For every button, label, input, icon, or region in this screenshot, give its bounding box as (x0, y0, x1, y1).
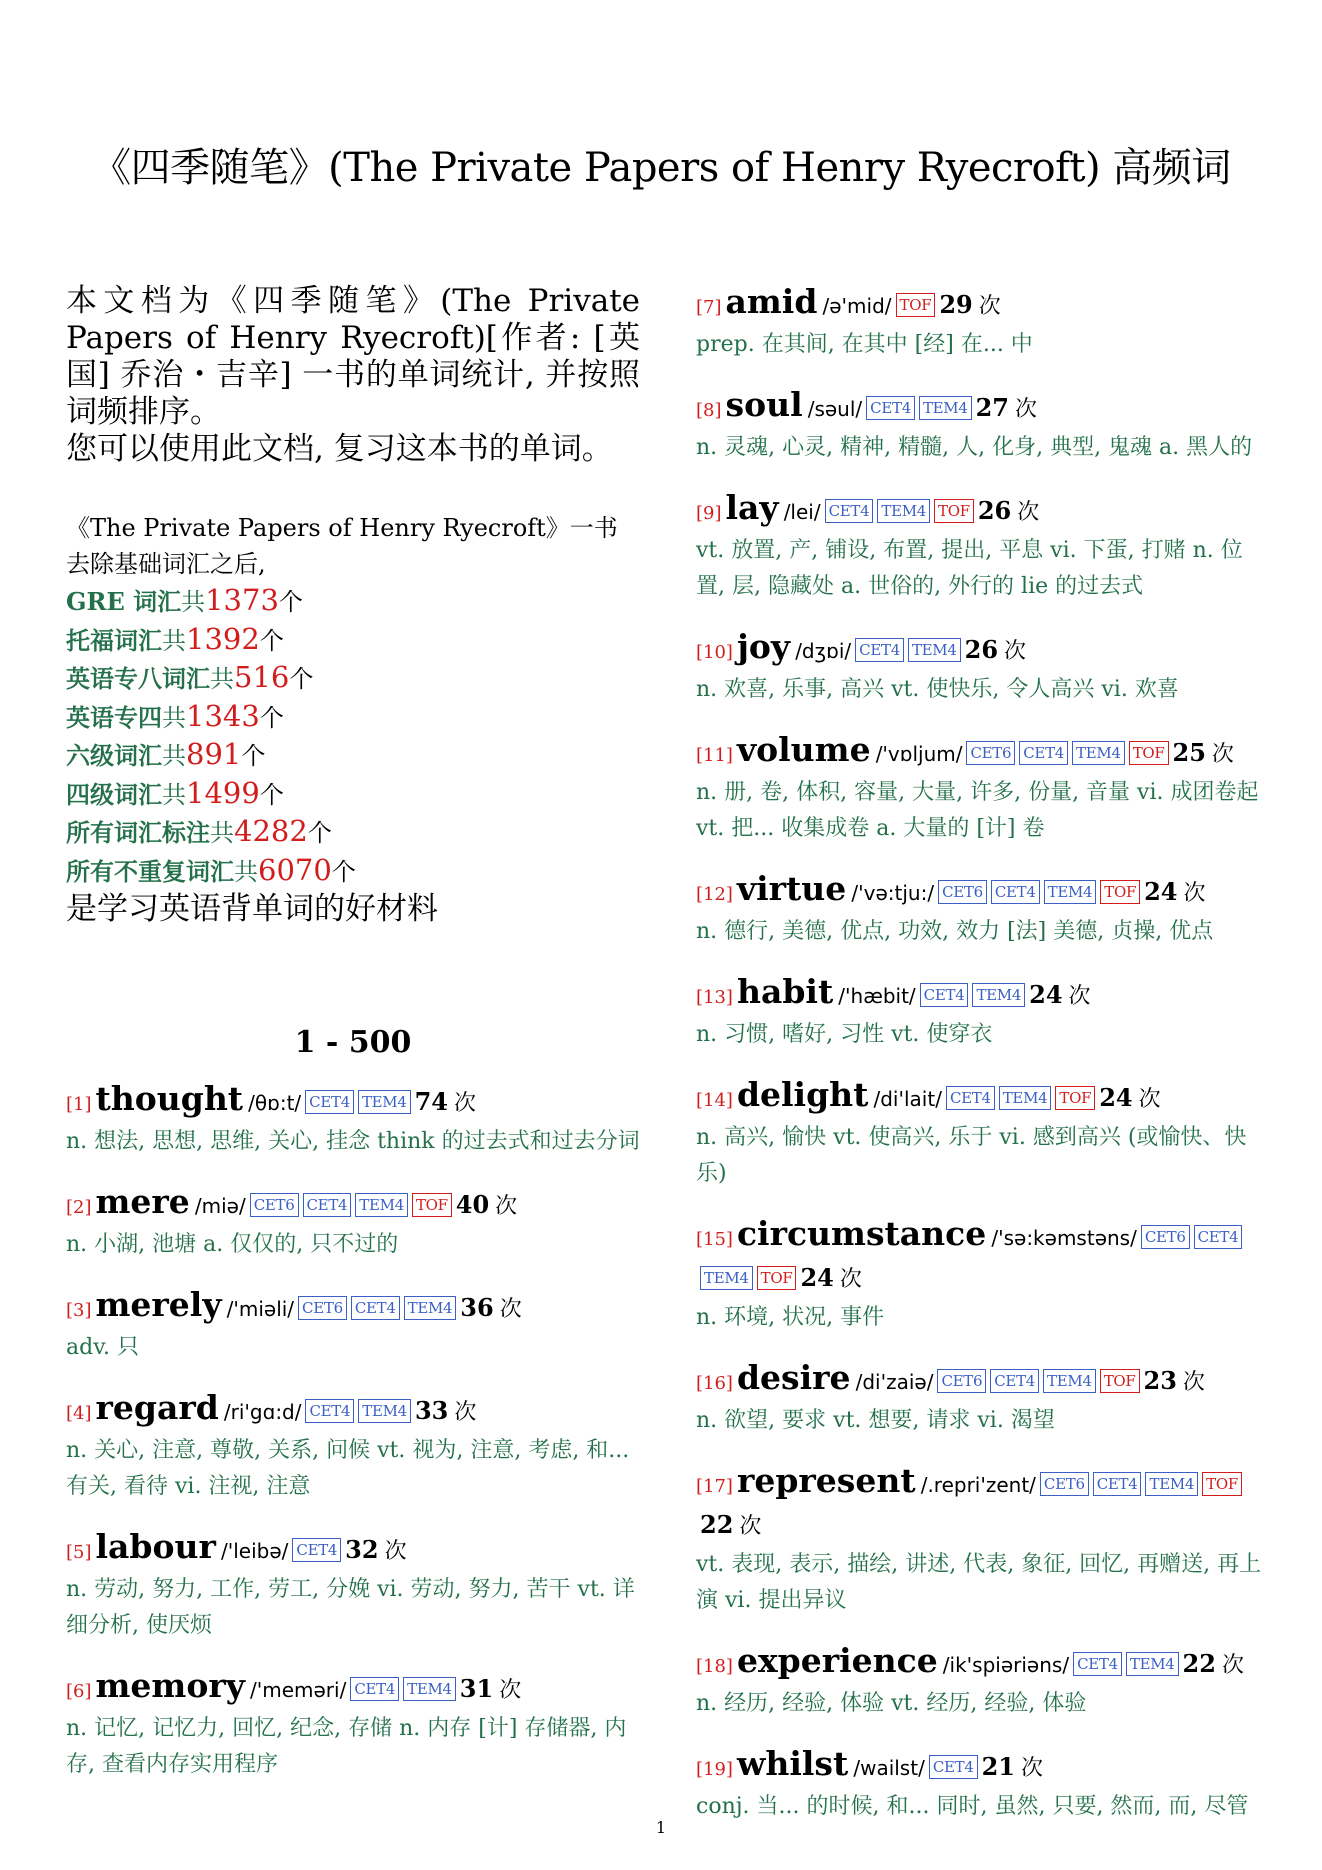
word-entry (66, 1667, 640, 1783)
entry-word: amid (725, 282, 818, 321)
word-entry (696, 628, 1270, 708)
range-title: 1 - 500 (294, 1025, 412, 1060)
exam-tag-badge: TEM4 (403, 1677, 456, 1701)
entry-frequency: 25 (1172, 738, 1206, 767)
entry-word: habit (736, 972, 834, 1011)
stat-count: 516 (234, 660, 290, 694)
exam-tag-badge: CET4 (855, 638, 904, 662)
entry-frequency: 22 (700, 1510, 734, 1539)
exam-tag-badge: CET6 (298, 1296, 347, 1320)
stat-count: 1373 (205, 583, 279, 617)
exam-tag-badge: TOF (934, 499, 974, 523)
entry-word: labour (95, 1527, 216, 1566)
entry-definition: vt. 放置, 产, 铺设, 布置, 提出, 平息 vi. 下蛋, 打赌 n. 位置, 层, 隐藏处 a. 世俗的, 外行的 lie 的过去式 (696, 538, 1243, 599)
stat-row (66, 621, 640, 660)
entry-word: joy (736, 627, 791, 666)
stat-label: GRE 词汇 (66, 587, 182, 616)
exam-tag-badge: TEM4 (1043, 1369, 1096, 1393)
frequency-unit: 次 (1138, 1087, 1161, 1112)
frequency-unit: 次 (384, 1539, 407, 1564)
exam-tag-badge: CET4 (1194, 1225, 1243, 1249)
exam-tag-badge: TEM4 (1145, 1472, 1198, 1496)
frequency-unit: 次 (1221, 1653, 1244, 1678)
entry-word: soul (725, 385, 803, 424)
word-entry (696, 1076, 1270, 1192)
frequency-unit: 次 (739, 1514, 762, 1539)
entry-phonetic: /θɒ:t/ (248, 1091, 302, 1115)
exam-tag-badge: CET4 (305, 1090, 354, 1114)
exam-tag-badge: CET6 (966, 741, 1015, 765)
entry-index: [16] (696, 1373, 733, 1394)
entry-head (696, 1076, 1270, 1120)
stat-connector: 共 (162, 780, 186, 809)
entry-phonetic: /'və:tju:/ (851, 881, 935, 905)
exam-tag-badge: TEM4 (1072, 741, 1125, 765)
exam-tag-badge: CET6 (1040, 1472, 1089, 1496)
entry-index: [7] (696, 297, 722, 318)
entry-frequency: 36 (460, 1293, 494, 1322)
entry-frequency: 23 (1143, 1366, 1177, 1395)
stat-row (66, 852, 640, 891)
entry-definition: n. 环境, 状况, 事件 (696, 1305, 885, 1330)
intro-usage-note: 您可以使用此文档, 复习这本书的单词。 (66, 431, 613, 467)
entry-index: [15] (696, 1229, 733, 1250)
entry-list-left (66, 1080, 640, 1783)
exam-tag-badge: TOF (757, 1266, 797, 1290)
entry-word: mere (95, 1182, 190, 1221)
entry-definition: n. 欢喜, 乐事, 高兴 vt. 使快乐, 令人高兴 vi. 欢喜 (696, 677, 1179, 702)
entry-head (66, 1183, 640, 1227)
exam-tag-badge: TEM4 (972, 983, 1025, 1007)
frequency-unit: 次 (839, 1267, 862, 1292)
word-entry (66, 1389, 640, 1505)
entry-index: [17] (696, 1476, 733, 1497)
exam-tag-badge: CET4 (1019, 741, 1068, 765)
word-entry (696, 386, 1270, 466)
entry-word: memory (95, 1666, 245, 1705)
entry-head (66, 1286, 640, 1330)
entry-head (696, 1462, 1270, 1547)
entry-frequency: 74 (414, 1087, 449, 1116)
entry-definition: adv. 只 (66, 1335, 140, 1360)
stat-row (66, 775, 640, 814)
stat-row (66, 698, 640, 737)
entry-definition: conj. 当... 的时候, 和... 同时, 虽然, 只要, 然而, 而, 尽管 (696, 1794, 1249, 1819)
frequency-unit: 次 (454, 1091, 477, 1116)
entry-head (696, 1745, 1270, 1789)
frequency-unit: 次 (499, 1297, 522, 1322)
entry-phonetic: /'hæbit/ (838, 984, 916, 1008)
entry-head (696, 283, 1270, 327)
entry-frequency: 24 (800, 1263, 834, 1292)
exam-tag-badge: TEM4 (404, 1296, 457, 1320)
exam-tag-badge: CET4 (305, 1399, 354, 1423)
entry-definition: n. 德行, 美德, 优点, 功效, 效力 [法] 美德, 贞操, 优点 (696, 919, 1214, 944)
exam-tag-badge: TOF (1129, 741, 1169, 765)
exam-tag-badge: TEM4 (877, 499, 930, 523)
stats-closing: 是学习英语背单词的好材料 (66, 891, 438, 927)
entry-word: lay (725, 488, 779, 527)
entry-word: desire (736, 1358, 851, 1397)
entry-index: [4] (66, 1403, 92, 1424)
entry-phonetic: /lei/ (783, 500, 821, 524)
entry-word: circumstance (736, 1214, 987, 1253)
exam-tag-badge: CET4 (920, 983, 969, 1007)
entry-list-right (696, 283, 1270, 1825)
entry-frequency: 27 (975, 393, 1010, 422)
entry-head (696, 731, 1270, 775)
exam-tag-badge: TOF (896, 293, 936, 317)
entry-index: [2] (66, 1197, 92, 1218)
entry-head (66, 1528, 640, 1572)
stat-row (66, 813, 640, 852)
stat-label: 所有不重复词汇 (66, 856, 234, 886)
entry-phonetic: /ik'spiəriəns/ (942, 1653, 1070, 1677)
entry-word: thought (95, 1079, 244, 1118)
entry-word: represent (736, 1461, 916, 1500)
exam-tag-badge: CET6 (1141, 1225, 1190, 1249)
entry-phonetic: /'leibə/ (220, 1539, 289, 1563)
stat-connector: 共 (162, 703, 186, 732)
exam-tag-badge: CET4 (929, 1755, 978, 1779)
word-entry (696, 731, 1270, 847)
exam-tag-badge: CET4 (991, 880, 1040, 904)
stat-label: 六级词汇 (66, 741, 162, 770)
word-entry (696, 283, 1270, 363)
entry-head (696, 489, 1270, 533)
entry-definition: n. 欲望, 要求 vt. 想要, 请求 vi. 渴望 (696, 1408, 1055, 1433)
stat-unit: 个 (259, 780, 284, 809)
entry-phonetic: /ri'gɑ:d/ (223, 1400, 302, 1424)
entry-index: [18] (696, 1656, 733, 1677)
word-entry (66, 1528, 640, 1644)
frequency-unit: 次 (495, 1194, 518, 1219)
exam-tag-badge: TEM4 (999, 1086, 1052, 1110)
entry-frequency: 24 (1144, 877, 1178, 906)
entry-word: experience (736, 1641, 938, 1680)
stat-unit: 个 (307, 819, 332, 847)
entry-phonetic: /dʒɒi/ (795, 639, 852, 663)
entry-frequency: 40 (455, 1190, 490, 1219)
entry-index: [8] (696, 400, 722, 421)
entry-word: regard (95, 1388, 219, 1427)
stat-count: 1392 (186, 621, 260, 656)
exam-tag-badge: CET4 (350, 1677, 399, 1701)
stat-connector: 共 (162, 742, 186, 770)
exam-tag-badge: CET4 (825, 499, 874, 523)
exam-tag-badge: TOF (1100, 1369, 1140, 1393)
entry-phonetic: /'miəli/ (226, 1297, 295, 1321)
frequency-unit: 次 (499, 1678, 522, 1703)
frequency-unit: 次 (978, 294, 1001, 319)
entry-head (696, 1642, 1270, 1686)
word-entry (696, 1462, 1270, 1619)
stat-count: 4282 (234, 814, 308, 848)
entry-index: [5] (66, 1542, 92, 1563)
entry-frequency: 24 (1029, 980, 1063, 1009)
entry-index: [14] (696, 1090, 733, 1111)
stat-connector: 共 (162, 626, 186, 655)
frequency-unit: 次 (1183, 881, 1206, 906)
left-column (66, 283, 640, 1806)
exam-tag-badge: TEM4 (700, 1266, 753, 1290)
word-entry (66, 1183, 640, 1263)
exam-tag-badge: CET6 (937, 1369, 986, 1393)
entry-frequency: 31 (459, 1674, 494, 1703)
entry-phonetic: /miə/ (194, 1194, 246, 1218)
entry-word: virtue (736, 869, 847, 908)
exam-tag-badge: TEM4 (1126, 1652, 1179, 1676)
entry-phonetic: /ə'mid/ (822, 294, 892, 318)
entry-head (696, 973, 1270, 1017)
entry-word: volume (736, 730, 871, 769)
stat-row (66, 736, 640, 775)
entry-definition: n. 灵魂, 心灵, 精神, 精髓, 人, 化身, 典型, 鬼魂 a. 黑人的 (696, 435, 1253, 460)
entry-index: [9] (696, 503, 722, 524)
word-entry (696, 489, 1270, 605)
entry-index: [19] (696, 1759, 733, 1780)
entry-frequency: 22 (1182, 1649, 1216, 1678)
entry-definition: n. 高兴, 愉快 vt. 使高兴, 乐于 vi. 感到高兴 (或愉快、快乐) (696, 1125, 1247, 1186)
entry-definition: n. 劳动, 努力, 工作, 劳工, 分娩 vi. 劳动, 努力, 苦干 vt. 详细分析, 使厌烦 (66, 1577, 635, 1638)
exam-tag-badge: CET4 (351, 1296, 400, 1320)
entry-phonetic: /'sə:kəmstəns/ (991, 1226, 1137, 1250)
entry-frequency: 24 (1099, 1083, 1133, 1112)
frequency-unit: 次 (1004, 639, 1027, 664)
entry-frequency: 29 (939, 290, 973, 319)
exam-tag-badge: CET4 (1093, 1472, 1142, 1496)
word-entry (696, 1745, 1270, 1825)
exam-tag-badge: TOF (1202, 1472, 1242, 1496)
word-entry (696, 973, 1270, 1053)
entry-frequency: 21 (981, 1752, 1015, 1781)
entry-index: [3] (66, 1300, 92, 1321)
stat-unit: 个 (241, 742, 266, 770)
stats-lead: 《The Private Papers of Henry Ryecroft》一书去除基础词汇之后, (66, 514, 618, 578)
stat-unit: 个 (278, 588, 303, 616)
word-entry (696, 870, 1270, 950)
stat-label: 四级词汇 (66, 779, 162, 809)
exam-tag-badge: CET4 (292, 1538, 341, 1562)
page-number: 1 (655, 1818, 667, 1837)
right-column (696, 283, 1270, 1848)
entry-definition: vt. 表现, 表示, 描绘, 讲述, 代表, 象征, 回忆, 再赠送, 再上演 vi. 提出异议 (696, 1552, 1262, 1613)
exam-tag-badge: CET4 (946, 1086, 995, 1110)
stat-count: 1343 (186, 698, 260, 733)
entry-phonetic: /di'lait/ (873, 1087, 942, 1111)
entry-definition: n. 想法, 思想, 思维, 关心, 挂念 think 的过去式和过去分词 (66, 1129, 640, 1154)
stat-label: 英语专四 (66, 702, 162, 732)
stat-unit: 个 (331, 857, 356, 886)
entry-definition: n. 记忆, 记忆力, 回忆, 纪念, 存储 n. 内存 [计] 存储器, 内存, 查看内存实用程序 (66, 1716, 627, 1777)
entry-definition: n. 经历, 经验, 体验 vt. 经历, 经验, 体验 (696, 1691, 1087, 1716)
stat-connector: 共 (181, 588, 206, 616)
entry-word: delight (736, 1075, 869, 1114)
entry-index: [1] (66, 1094, 92, 1115)
entry-definition: n. 册, 卷, 体积, 容量, 大量, 许多, 份量, 音量 vi. 成团卷起 vt. 把... 收集成卷 a. 大量的 [计] 卷 (696, 780, 1259, 841)
exam-tag-badge: CET4 (1073, 1652, 1122, 1676)
entry-index: [10] (696, 642, 733, 663)
stat-row (66, 582, 640, 621)
entry-phonetic: /səul/ (807, 397, 863, 421)
stat-count: 891 (186, 737, 242, 771)
exam-tag-badge: TEM4 (355, 1193, 408, 1217)
stat-connector: 共 (210, 665, 234, 693)
stat-connector: 共 (210, 819, 234, 847)
entry-head (696, 1215, 1270, 1300)
entry-frequency: 26 (977, 496, 1012, 525)
entry-frequency: 32 (345, 1535, 379, 1564)
stat-unit: 个 (259, 626, 284, 655)
entry-head (66, 1667, 640, 1711)
frequency-unit: 次 (1021, 1756, 1044, 1781)
exam-tag-badge: TOF (1055, 1086, 1095, 1110)
frequency-unit: 次 (1211, 742, 1234, 767)
exam-tag-badge: CET6 (938, 880, 987, 904)
exam-tag-badge: TEM4 (919, 396, 972, 420)
stat-label: 托福词汇 (66, 625, 162, 655)
entry-phonetic: /.repri'zent/ (920, 1473, 1036, 1497)
frequency-unit: 次 (1182, 1370, 1205, 1395)
page-title: 《四季随笔》(The Private Papers of Henry Ryecroft) 高频词 (91, 145, 1231, 191)
entry-phonetic: /'vɒljum/ (875, 742, 963, 766)
stat-row (66, 659, 640, 698)
exam-tag-badge: TEM4 (358, 1399, 411, 1423)
intro-paragraph: 本文档为《四季随笔》(The Private Papers of Henry Ryecroft)[作者: [英国] 乔治・吉辛] 一书的单词统计, 并按照词频排序。 (66, 283, 640, 430)
entry-definition: n. 关心, 注意, 尊敬, 关系, 问候 vt. 视为, 注意, 考虑, 和...有关, 看待 vi. 注视, 注意 (66, 1438, 630, 1499)
exam-tag-badge: CET6 (250, 1193, 299, 1217)
entry-head (696, 1359, 1270, 1403)
stat-connector: 共 (234, 857, 258, 886)
entry-index: [12] (696, 884, 733, 905)
exam-tag-badge: TOF (1100, 880, 1140, 904)
entry-phonetic: /'meməri/ (250, 1678, 347, 1702)
vocabulary-stats (66, 510, 640, 928)
stat-label: 英语专八词汇 (66, 664, 210, 693)
entry-phonetic: /wailst/ (853, 1756, 925, 1780)
word-entry (696, 1215, 1270, 1336)
entry-frequency: 33 (414, 1396, 449, 1425)
word-entry (696, 1359, 1270, 1439)
frequency-unit: 次 (1068, 984, 1091, 1009)
stat-count: 1499 (186, 775, 260, 810)
entry-head (66, 1389, 640, 1433)
entry-definition: n. 习惯, 嗜好, 习性 vt. 使穿衣 (696, 1022, 993, 1047)
entry-head (696, 628, 1270, 672)
word-entry (696, 1642, 1270, 1722)
word-entry (66, 1080, 640, 1160)
stat-label: 所有词汇标注 (66, 818, 210, 847)
frequency-unit: 次 (1015, 397, 1038, 422)
entry-word: whilst (736, 1744, 849, 1783)
entry-index: [6] (66, 1681, 92, 1702)
entry-index: [13] (696, 987, 733, 1008)
exam-tag-badge: TEM4 (908, 638, 961, 662)
stat-unit: 个 (289, 665, 314, 693)
entry-word: merely (95, 1285, 222, 1324)
entry-definition: n. 小湖, 池塘 a. 仅仅的, 只不过的 (66, 1232, 399, 1257)
entry-head (66, 1080, 640, 1124)
exam-tag-badge: TEM4 (358, 1090, 411, 1114)
exam-tag-badge: TOF (412, 1193, 452, 1217)
stat-count: 6070 (258, 852, 332, 887)
frequency-unit: 次 (1017, 500, 1040, 525)
exam-tag-badge: CET4 (866, 396, 915, 420)
entry-frequency: 26 (964, 635, 999, 664)
exam-tag-badge: TEM4 (1044, 880, 1097, 904)
exam-tag-badge: CET4 (303, 1193, 352, 1217)
exam-tag-badge: CET4 (990, 1369, 1039, 1393)
entry-phonetic: /di'zaiə/ (855, 1370, 934, 1394)
entry-head (696, 386, 1270, 430)
entry-definition: prep. 在其间, 在其中 [经] 在... 中 (696, 332, 1033, 357)
stat-unit: 个 (259, 703, 284, 732)
entry-index: [11] (696, 745, 733, 766)
word-entry (66, 1286, 640, 1366)
entry-head (696, 870, 1270, 914)
frequency-unit: 次 (454, 1400, 477, 1425)
